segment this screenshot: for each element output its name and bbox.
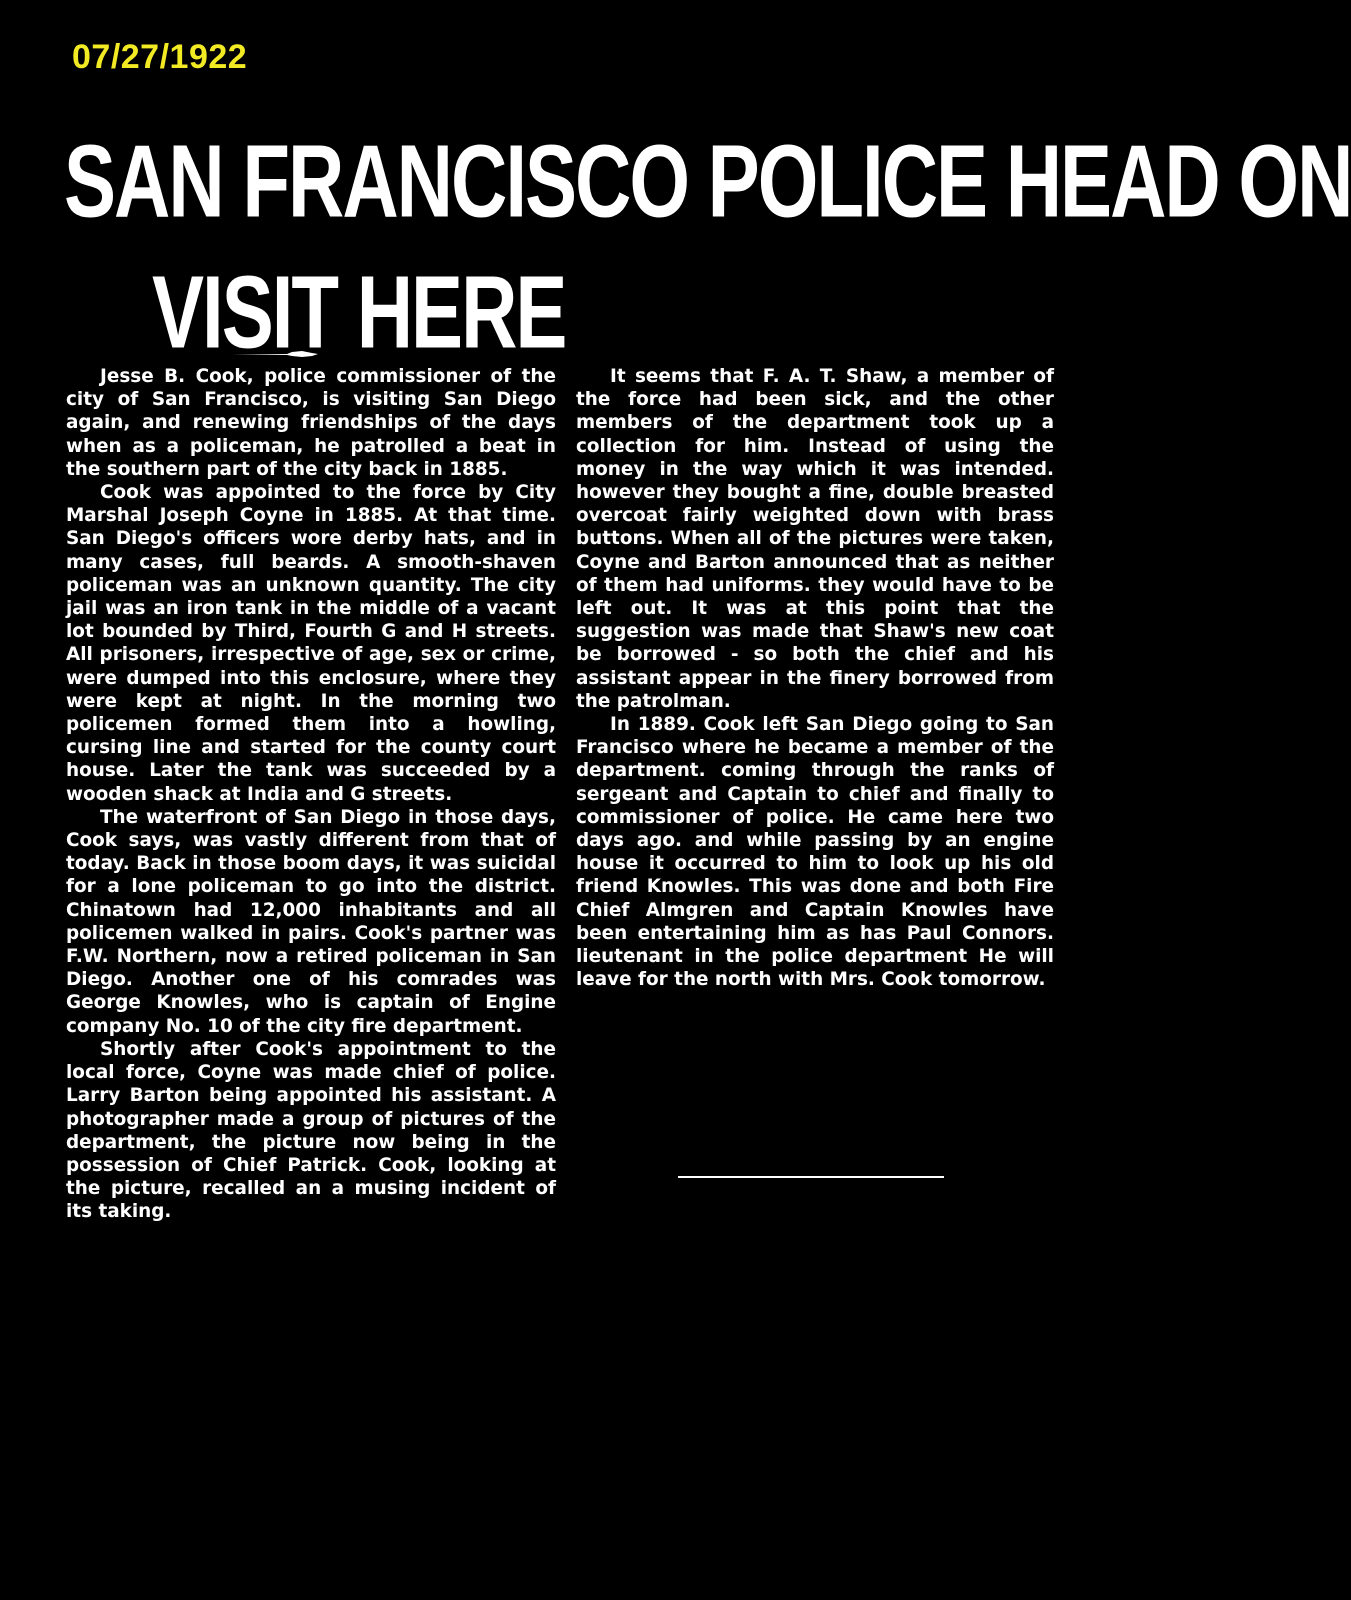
paragraph: In 1889. Cook left San Diego going to San Francisco where he became a member of the department. coming through the ranks of sergeant and Captain to chief and finally to commissioner of police. He came here two days ago. and while passing by an engine house it occurred to him to look up his old friend Knowles. This was done and both Fire Chief Almgren and Captain Knowles have been entertaining him as has Paul Connors. lieutenant in the police department He will leave for the north with Mrs. Cook tomorrow. [576, 714, 1054, 991]
paragraph: Cook was appointed to the force by City Marshal Joseph Coyne in 1885. At that time. San Diego's officers wore derby hats, and in many cases, full beards. A smooth-shaven policeman was an unknown quantity. The city jail was an iron tank in the middle of a vacant lot bounded by Third, Fourth G and H streets. All prisoners, irrespective of age, sex or crime, were dumped into this enclosure, where they were kept at night. In the morning two policemen formed them into a howling, cursing line and started for the county court house. Later the tank was succeeded by a wooden shack at India and G streets. [66, 482, 556, 805]
paragraph: Jesse B. Cook, police commissioner of the city of San Francisco, is visiting San Diego again, and renewing friendships of the days when as a policeman, he patrolled a beat in the southern part of the city back in 1885. [66, 366, 556, 480]
paragraph: The waterfront of San Diego in those days, Cook says, was vastly different from that of today. Back in those boom days, it was suicidal for a lone policeman to go into the district. Chinatown had 12,000 inhabitants and all policemen walked in pairs. Cook's partner was F.W. Northern, now a retired policeman in San Diego. Another one of his comrades was George Knowles, who is captain of Engine company No. 10 of the city fire department. [66, 806, 556, 1037]
headline-line-1: SAN FRANCISCO POLICE HEAD ON [64, 122, 1351, 239]
article-column-right [576, 365, 1054, 991]
paragraph: Shortly after Cook's appointment to the local force, Coyne was made chief of police. Larry Barton being appointed his assistant. A photographer made a group of pictures of the department, the picture now being in the possession of Chief Patrick. Cook, looking at the picture, recalled an a musing incident of its taking. [66, 1038, 556, 1223]
article-date: 07/27/1922 [72, 38, 248, 76]
end-rule [678, 1176, 944, 1178]
dash-ornament [232, 350, 322, 358]
article-column-left [66, 365, 556, 1224]
paragraph: It seems that F. A. T. Shaw, a member of the force had been sick, and the other members of the department took up a collection for him. Instead of using the money in the way which it was intended. however they bought a fine, double breasted overcoat fairly weighted down with brass buttons. When all of the pictures were taken, Coyne and Barton announced that as neither of them had uniforms. they would have to be left out. It was at this point that the suggestion was made that Shaw's new coat be borrowed - so both the chief and his assistant appear in the finery borrowed from the patrolman. [576, 366, 1054, 712]
headline-line-2: VISIT HERE [152, 253, 566, 371]
headline [64, 112, 1351, 371]
